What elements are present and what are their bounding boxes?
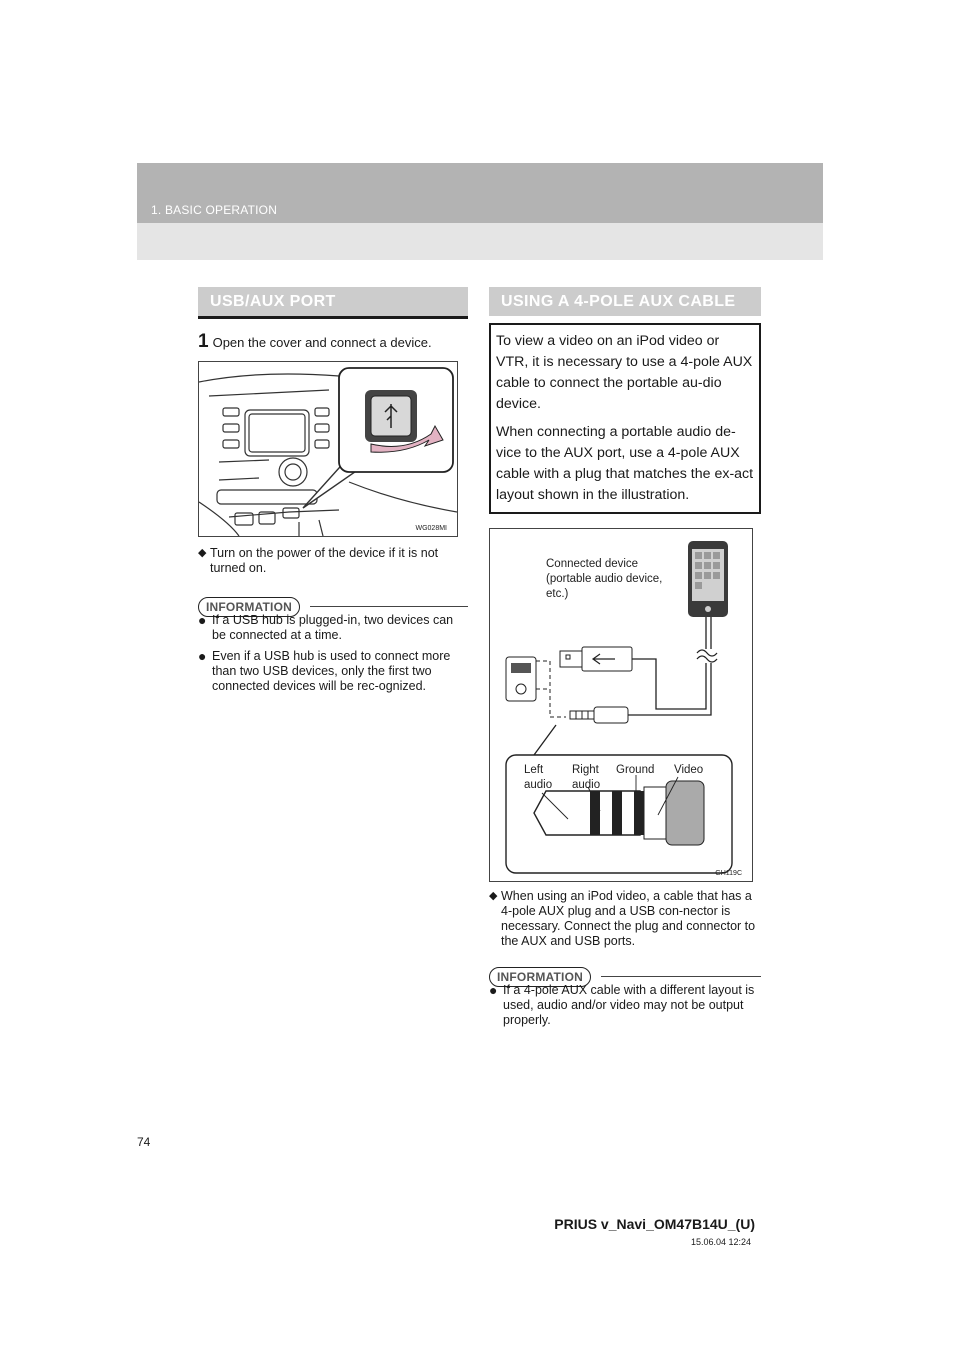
note-paragraph: When connecting a portable audio de-vice to the AUX port, use a 4-pole AUX cable with a plug that matches the ex-act layout shown in the illustration. xyxy=(496,424,754,503)
device-label-line: etc.) xyxy=(546,588,569,600)
document-id: PRIUS v_Navi_OM47B14U_(U) xyxy=(554,1216,755,1232)
page-number: 74 xyxy=(137,1135,151,1149)
header-band xyxy=(137,163,823,260)
section-heading-text: USING A 4-POLE AUX CABLE xyxy=(501,293,736,310)
device-label-line: Connected device xyxy=(546,558,639,570)
information-list xyxy=(489,983,761,1028)
document-timestamp: 15.06.04 12:24 xyxy=(690,1237,751,1247)
left-audio-label xyxy=(524,763,552,793)
step-text: Open the cover and connect a device. xyxy=(212,335,432,350)
aux-cable-illustration xyxy=(489,528,753,882)
label-line: Right xyxy=(572,764,599,776)
info-divider xyxy=(601,976,761,977)
information-list xyxy=(198,613,468,694)
note-paragraph: To view a video on an iPod video or VTR, it is necessary to use a 4-pole AUX cable to connect the portable au-dio device. xyxy=(496,333,753,412)
diamond-icon: ◆ xyxy=(489,890,498,902)
bullet-item xyxy=(198,546,468,576)
list-item xyxy=(198,649,468,694)
list-item xyxy=(198,613,468,643)
info-text: If a 4-pole AUX cable with a different layout is used, audio and/or video may not be output properly. xyxy=(503,983,755,1027)
dot-icon: ● xyxy=(489,982,498,998)
info-divider xyxy=(310,606,468,607)
note-box xyxy=(489,323,761,514)
label-line: Left xyxy=(524,764,544,776)
right-audio-label xyxy=(572,763,600,793)
video-label: Video xyxy=(674,764,704,776)
list-item xyxy=(489,983,761,1028)
left-column xyxy=(198,287,468,694)
dot-icon: ● xyxy=(198,612,207,628)
diamond-icon: ◆ xyxy=(198,547,207,559)
step-number: 1 xyxy=(198,331,209,352)
figure-code: GH119C xyxy=(715,870,742,877)
bullet-text: When using an iPod video, a cable that has a 4-pole AUX plug and a USB con-nector is necessary. Connect the plug and connector to the AUX and USB ports. xyxy=(501,889,756,948)
figure-code: WG028MI xyxy=(415,525,447,532)
dot-icon: ● xyxy=(198,648,207,664)
info-text: If a USB hub is plugged-in, two devices can be connected at a time. xyxy=(212,613,454,642)
label-line: audio xyxy=(524,779,553,791)
section-heading-4pole xyxy=(489,287,761,316)
bullet-text: Turn on the power of the device if it is not turned on. xyxy=(210,546,439,575)
section-heading-usb-aux xyxy=(198,287,468,319)
bullet-item xyxy=(489,889,761,949)
label-line: audio xyxy=(572,779,601,791)
section-label: 1. BASIC OPERATION xyxy=(151,203,278,217)
information-label: INFORMATION xyxy=(198,597,300,617)
info-text: Even if a USB hub is used to connect more than two USB devices, only the first two connected devices will be rec-ognized. xyxy=(212,649,451,693)
header-bar xyxy=(137,163,823,223)
section-heading-text: USB/AUX PORT xyxy=(210,293,336,310)
right-column xyxy=(489,287,761,1028)
step-1 xyxy=(198,331,468,353)
dashboard-drawing xyxy=(199,362,457,536)
information-label: INFORMATION xyxy=(489,967,591,987)
usb-port-illustration xyxy=(198,361,458,537)
device-label xyxy=(546,557,662,602)
ground-label: Ground xyxy=(616,764,655,776)
device-label-line: (portable audio device, xyxy=(546,573,663,585)
